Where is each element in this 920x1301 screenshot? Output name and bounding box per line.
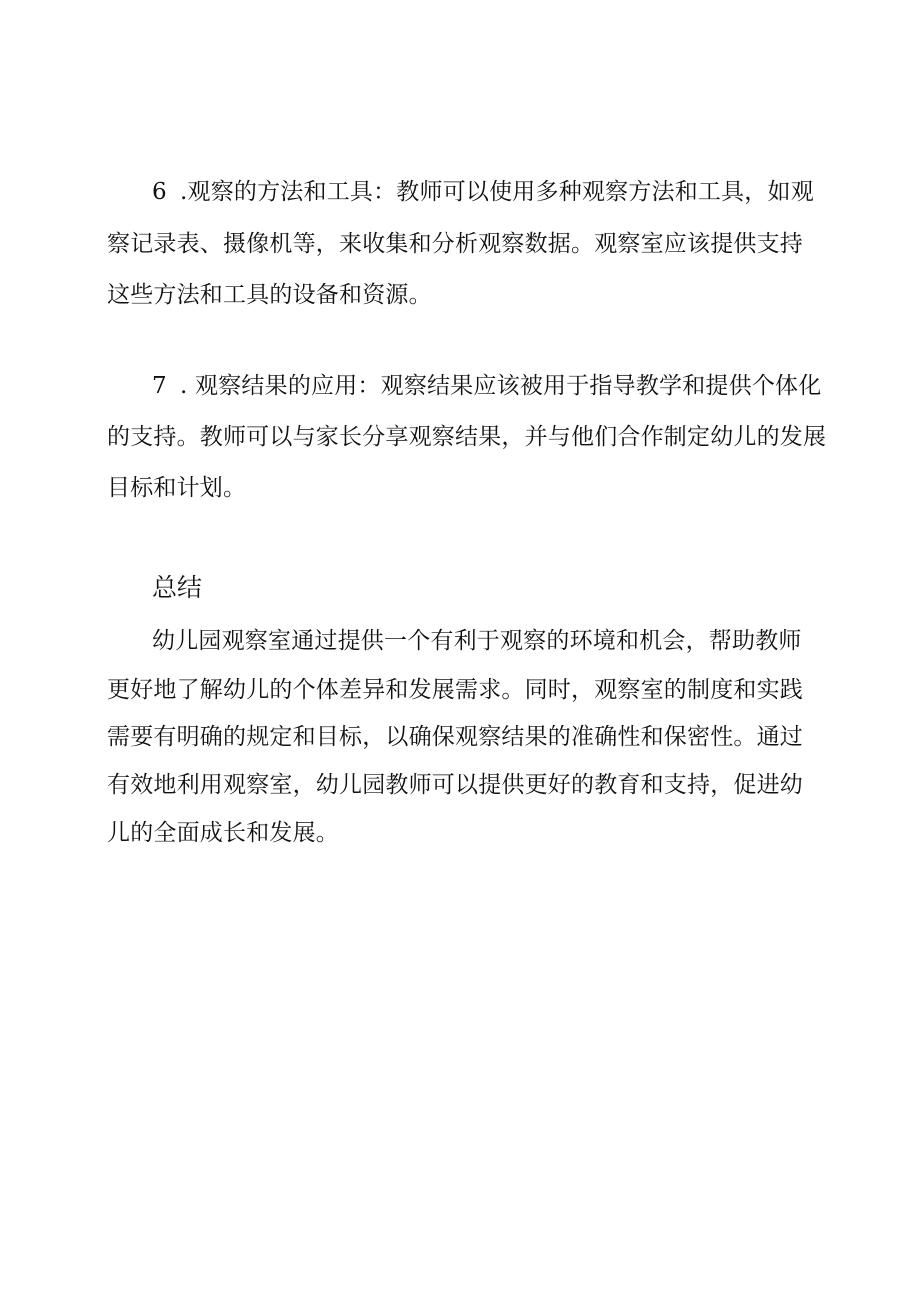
summary-line-3: 需要有明确的规定和目标，以确保观察结果的准确性和保密性。通过: [107, 724, 803, 750]
item-7-line-3: 目标和计划。: [107, 475, 247, 501]
item-6-line-2: 察记录表、摄像机等，来收集和分析观察数据。观察室应该提供支持: [107, 231, 803, 257]
summary-line-2: 更好地了解幼儿的个体差异和发展需求。同时，观察室的制度和实践: [107, 677, 803, 703]
item-6-text-1: .观察的方法和工具：教师可以使用多种观察方法和工具，如观: [180, 179, 814, 205]
item-7-number: 7: [152, 373, 167, 399]
summary-line-4: 有效地利用观察室，幼儿园教师可以提供更好的教育和支持，促进幼: [107, 772, 803, 798]
item-7-text-1: . 观察结果的应用：观察结果应该被用于指导教学和提供个体化: [180, 373, 822, 399]
item-6-line-3: 这些方法和工具的设备和资源。: [107, 282, 432, 308]
item-6-number: 6: [152, 179, 167, 205]
summary-heading: 总结: [152, 573, 203, 602]
summary-line-5: 儿的全面成长和发展。: [107, 820, 339, 846]
item-7-line-2: 的支持。教师可以与家长分享观察结果，并与他们合作制定幼儿的发展: [107, 424, 827, 450]
item-6-line-1: [152, 178, 814, 206]
item-7-line-1: [152, 372, 821, 400]
summary-line-1: 幼儿园观察室通过提供一个有利于观察的环境和机会，帮助教师: [152, 628, 802, 654]
